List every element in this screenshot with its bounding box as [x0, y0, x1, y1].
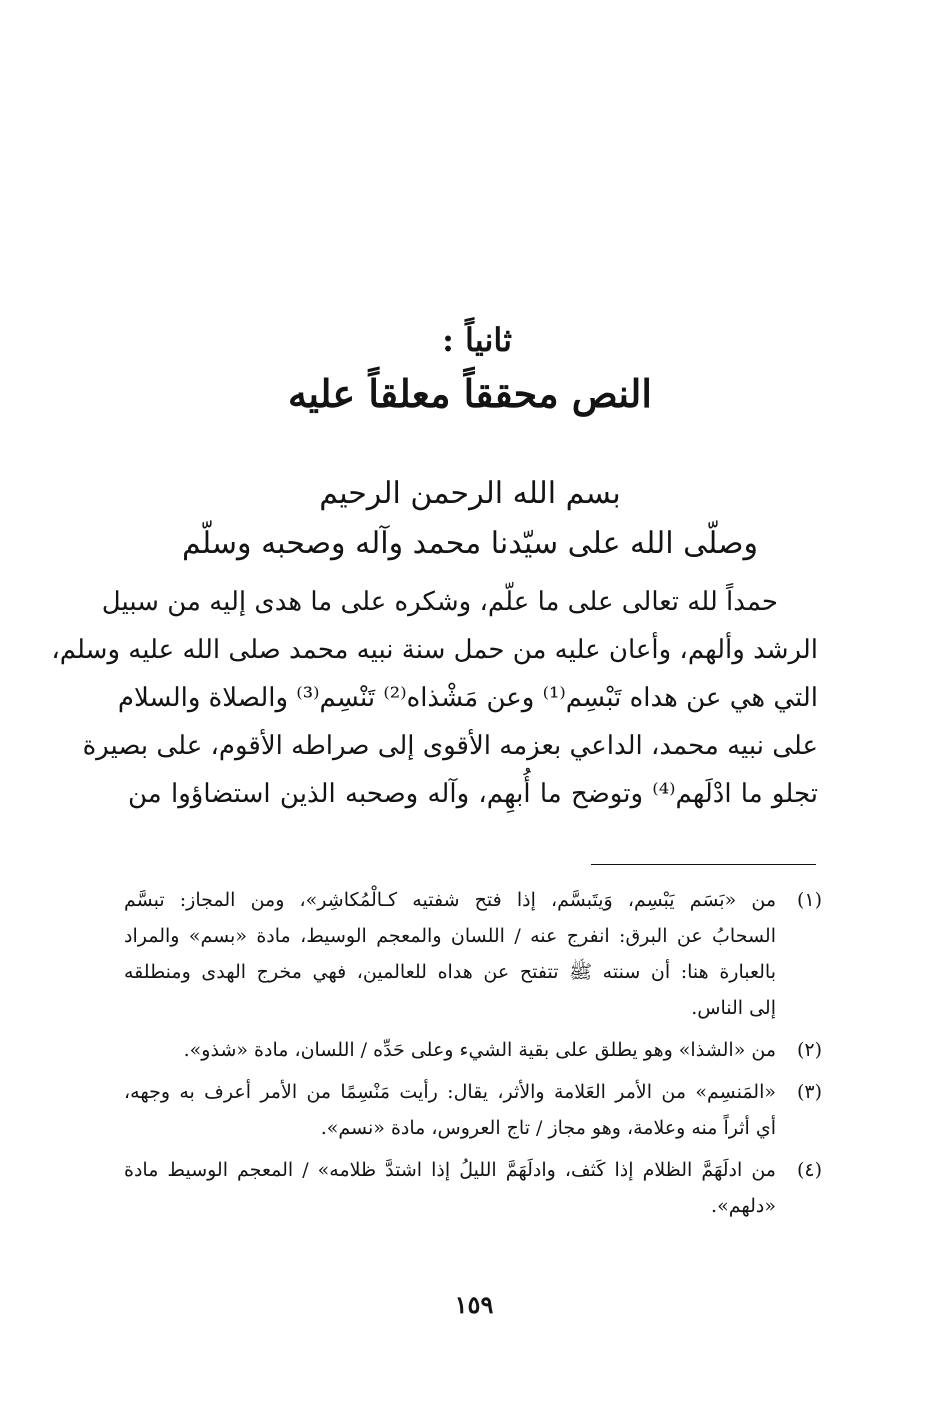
footnote-1	[124, 882, 822, 1026]
main-text	[51, 578, 818, 818]
footnote-2	[124, 1032, 822, 1068]
footnote-line: «المَنسِم» من الأمر العَلامة والأثر، يقال: رأيت مَنْسِمًا من الأمر أعرف به وجهه،	[124, 1081, 776, 1103]
text-line: التي هي عن هداه تَبْسِم⁽¹⁾ وعن مَشْذاه⁽²⁾ تَنْسِم⁽³⁾ والصلاة والسلام	[117, 683, 818, 713]
footnote-line: أي أثراً منه وعلامة، وهو مجاز / تاج العروس، مادة «نسم».	[320, 1117, 776, 1139]
footnote-divider	[591, 864, 816, 865]
footnote-number: (٢)	[796, 1039, 822, 1061]
footnote-line: من «بَسَم يَبْسِم، وَيتَبسَّم، إذا فتح شفتيه كـالْمُكاشِر»، ومن المجاز: تبسَّم	[124, 889, 776, 911]
footnote-3	[124, 1074, 822, 1146]
footnote-line: من «الشذا» وهو يطلق على بقية الشيء وعلى حَدِّه / اللسان، مادة «شذو».	[183, 1039, 776, 1061]
footnote-line: «دلهم».	[711, 1195, 776, 1217]
footnote-number: (١)	[796, 889, 822, 911]
salawat-line: وصلّى الله على سيّدنا محمد وآله وصحبه وسلّم	[182, 526, 758, 561]
text-line: الرشد وألهم، وأعان عليه من حمل سنة نبيه محمد صلى الله عليه وسلم،	[51, 635, 818, 665]
footnote-number: (٣)	[796, 1081, 822, 1103]
basmala: بسم الله الرحمن الرحيم	[319, 476, 621, 511]
text-line: حمداً لله تعالى على ما علّم، وشكره على ما هدى إليه من سبيل	[101, 587, 778, 617]
footnote-text	[124, 1032, 776, 1068]
page-number: ١٥٩	[454, 1290, 494, 1319]
footnote-4	[124, 1152, 822, 1224]
footnote-text	[124, 1152, 776, 1224]
text-line: تجلو ما ادْلَهم⁽⁴⁾ وتوضح ما أُبهِم، وآله وصحبه الذين استضاؤوا من	[128, 779, 818, 809]
text-line: على نبيه محمد، الداعي بعزمه الأقوى إلى صراطه الأقوم، على بصيرة	[82, 731, 818, 761]
footnote-text	[124, 882, 776, 1026]
footnote-line: بالعبارة هنا: أن سنته ﷺ تتفتح عن هداه للعالمين، فهي مخرج الهدى ومنطلقه	[124, 961, 776, 983]
footnote-line: من ادلَهَمَّ الظلام إذا كَثف، وادلَهَمَّ الليلُ إذا اشتدَّ ظلامه» / المعجم الوسيط مادة	[124, 1159, 776, 1181]
footnote-line: إلى الناس.	[691, 997, 776, 1019]
footnote-text	[124, 1074, 776, 1146]
footnotes	[124, 882, 822, 1230]
page-title: النص محققاً معلقاً عليه	[288, 371, 652, 416]
footnote-line: السحابُ عن البرق: انفرج عنه / اللسان والمعجم الوسيط، مادة «بسم» والمراد	[124, 925, 776, 947]
footnote-number: (٤)	[796, 1159, 822, 1181]
section-label: ثانياً :	[442, 321, 512, 359]
